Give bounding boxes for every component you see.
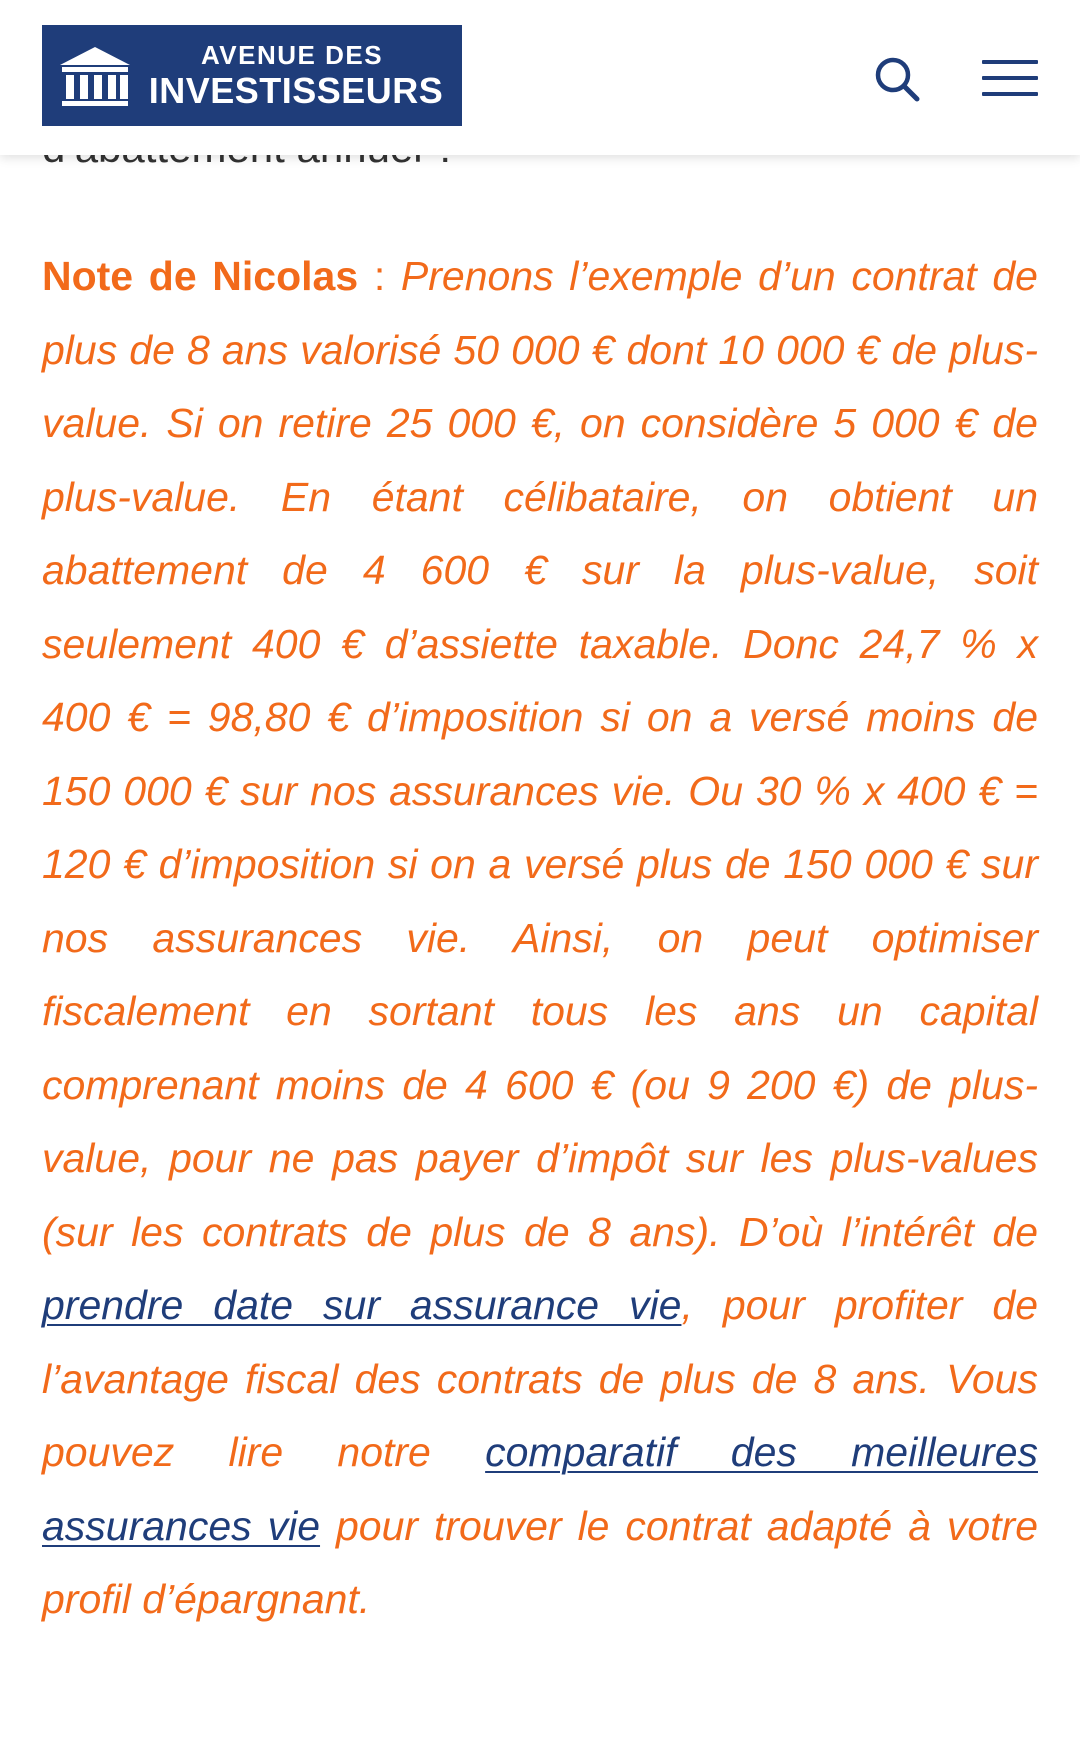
site-logo[interactable] (42, 25, 462, 126)
note-body-part1: Prenons l’exemple d’un contrat de plus de 8 ans valorisé 50 000 € dont 10 000 € de plus-value. Si on retire 25 000 €, on considère 5 000 € de plus-value. En étant célibataire, on obtient un abattement de 4 600 € sur la plus-value, soit seulement 400 € d’assiette taxable. Donc 24,7 % x 400 € = 98,80 € d’imposition si on a versé moins de 150 000 € sur nos assurances vie. Ou 30 % x 400 € = 120 € d’imposition si on a versé plus de 150 000 € sur nos assurances vie. Ainsi, on peut optimiser fiscalement en sortant tous les ans un capital comprenant moins de 4 600 € (ou 9 200 €) de plus-value, pour ne pas payer d’impôt sur les plus-values (sur les contrats de plus de 8 ans). D’où l’intérêt de (42, 253, 1038, 1255)
search-icon[interactable] (874, 56, 920, 102)
note-separator: : (358, 253, 401, 299)
hamburger-menu-icon[interactable] (982, 58, 1038, 98)
link-comparatif-assurances-vie[interactable]: comparatif des meilleures assurances vie (42, 1429, 1038, 1549)
logo-text-line1: AVENUE DES (200, 40, 384, 70)
bank-building-icon (58, 45, 132, 107)
note-author-label: Note de Nicolas (42, 253, 359, 299)
note-body-part3: pour trouver le contrat adapté à votre profil d’épargnant. (42, 1502, 1038, 1622)
link-prendre-date-assurance-vie[interactable]: prendre date sur assurance vie (42, 1282, 682, 1328)
logo-text-line2: INVESTISSEURS (148, 70, 444, 111)
author-note-paragraph (42, 240, 1038, 1637)
site-header (0, 0, 1080, 155)
note-body-part2: , pour profiter de l’avantage fiscal des contrats de plus de 8 ans. Vous pouvez lire notre (42, 1282, 1038, 1475)
